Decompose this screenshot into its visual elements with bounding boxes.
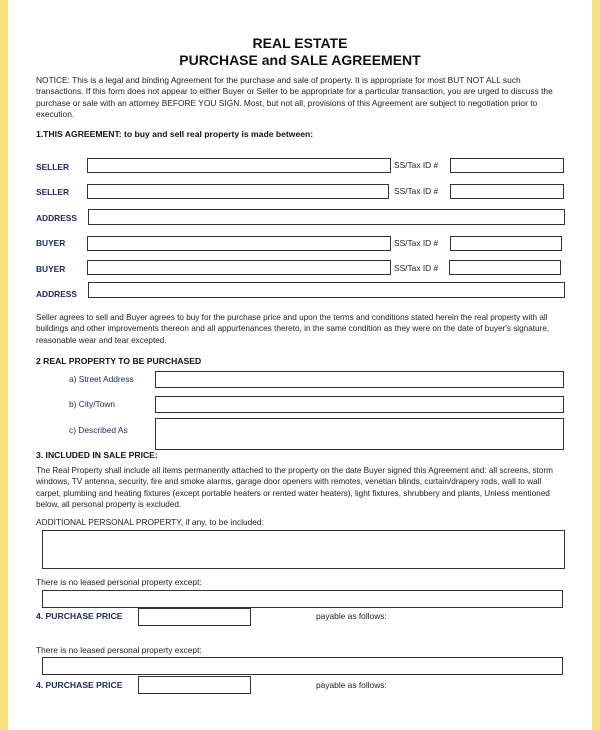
seller-1-field[interactable]	[87, 158, 391, 173]
described-as-field[interactable]	[155, 418, 564, 450]
additional-property-field[interactable]	[42, 530, 565, 569]
buyer-label: BUYER	[36, 264, 66, 274]
section-4-heading: 4. PURCHASE PRICE	[36, 611, 123, 621]
described-as-label: c) Described As	[69, 425, 128, 435]
section-2-heading: 2 REAL PROPERTY TO BE PURCHASED	[36, 356, 202, 366]
city-town-label: b) City/Town	[69, 399, 116, 409]
leased-property-label-2: There is no leased personal property except:	[36, 645, 202, 655]
buyer-1-tax-field[interactable]	[450, 236, 562, 251]
leased-property-field[interactable]	[42, 590, 563, 608]
seller-2-tax-field[interactable]	[450, 184, 564, 199]
street-address-field[interactable]	[155, 371, 564, 388]
title-line-1: REAL ESTATE	[252, 35, 348, 51]
address-label: ADDRESS	[36, 213, 77, 223]
seller-1-tax-field[interactable]	[450, 158, 564, 173]
buyer-2-tax-field[interactable]	[449, 260, 561, 275]
section-1-heading: 1.THIS AGREEMENT: to buy and sell real property is made between:	[36, 129, 314, 139]
street-address-label: a) Street Address	[69, 374, 134, 384]
buyer-1-field[interactable]	[87, 236, 391, 251]
payable-label-2: payable as follows:	[316, 680, 387, 690]
seller-2-field[interactable]	[87, 184, 389, 199]
seller-1-tax-label: SS/Tax ID #	[394, 160, 439, 170]
buyer-2-tax-label: SS/Tax ID #	[394, 263, 439, 273]
payable-label: payable as follows:	[316, 611, 387, 621]
notice-text: NOTICE: This is a legal and binding Agreement for the purchase and sale of property. It is appropriate for most BUT NOT ALL such transactions. If this form does not appear to either Buyer or Seller to be appropriate for a particular transaction, you are urged to discuss the purchase or sale with an attorney BEFORE YOU SIGN. Most, but not all, provisions of this Agreement are subject to negotiation prior to execution.	[36, 75, 553, 120]
section-3-heading: 3. INCLUDED IN SALE PRICE:	[36, 450, 158, 460]
leased-property-label: There is no leased personal property except:	[36, 577, 202, 587]
section-1-paragraph: Seller agrees to sell and Buyer agrees to buy for the purchase price and upon the terms and conditions stated herein the real property with all buildings and other improvements thereon and all appurtenances thereto, in the same condition as they were on the date of buyer's signature, reasonable wear and tear excepted.	[36, 313, 550, 345]
section-4-heading-repeat: 4. PURCHASE PRICE	[36, 680, 123, 690]
buyer-label: BUYER	[36, 238, 66, 248]
purchase-price-field-2[interactable]	[138, 676, 251, 694]
section-3-paragraph: The Real Property shall include all items permanently attached to the property on the date Buyer signed this Agreement and: all screens, storm windows, TV antenna, security, fire and smoke alarms, garage door openers with remotes, venetian blinds, curtain/drapery rods, wall to wall carpet, plumbing and heating fixtures (except portable heaters or rented water heaters), light fixtures, shrubbery and plants, Unless mentioned below, all personal property is excluded.	[36, 466, 553, 510]
purchase-price-field[interactable]	[138, 608, 251, 626]
title-line-2: PURCHASE and SALE AGREEMENT	[179, 52, 421, 68]
seller-address-field[interactable]	[88, 209, 565, 225]
seller-label: SELLER	[36, 162, 70, 172]
buyer-1-tax-label: SS/Tax ID #	[394, 238, 439, 248]
additional-property-label: ADDITIONAL PERSONAL PROPERTY, if any, to be included:	[36, 517, 264, 527]
leased-property-field-2[interactable]	[42, 657, 563, 675]
buyer-address-field[interactable]	[88, 282, 565, 298]
seller-2-tax-label: SS/Tax ID #	[394, 186, 439, 196]
address-label: ADDRESS	[36, 289, 77, 299]
city-town-field[interactable]	[155, 396, 564, 413]
buyer-2-field[interactable]	[87, 260, 391, 275]
agreement-page	[8, 0, 592, 730]
seller-label: SELLER	[36, 187, 70, 197]
